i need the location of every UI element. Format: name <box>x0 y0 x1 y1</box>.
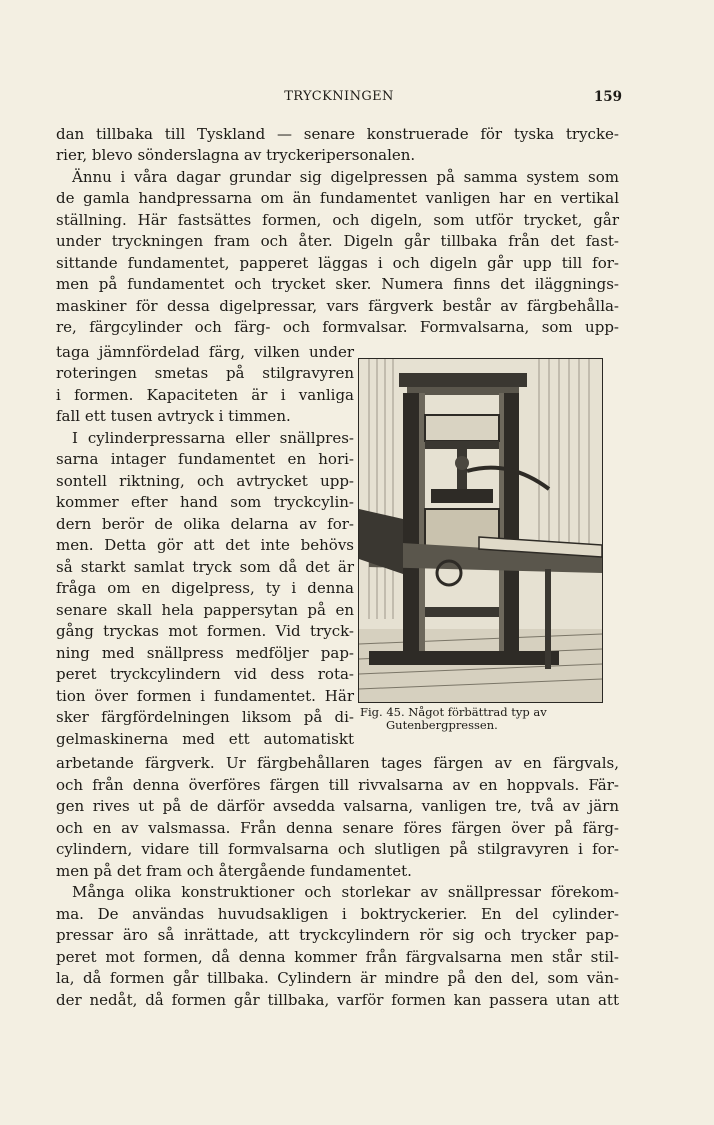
text-line: Många olika konstruktioner och storlekar av snällpressar förekom- <box>72 883 619 901</box>
figure-caption <box>360 706 622 732</box>
text-line: men på det fram och återgående fundamentet. <box>56 862 412 880</box>
text-line: sittande fundamentet, papperet läggas i och digeln går upp till for- <box>56 254 619 272</box>
text-line: pressar äro så inrättade, att tryckcylindern rör sig och trycker pap- <box>56 926 619 944</box>
text-line: ma. De användas huvudsakligen i boktryckerier. En del cylinder- <box>56 905 619 923</box>
text-line: men. Detta gör att det inte behövs <box>56 536 354 554</box>
printing-press-image <box>359 359 602 702</box>
text-line: och från denna överföres färgen till rivvalsarna av en hoppvals. Fär- <box>56 776 619 794</box>
text-line: kommer efter hand som tryckcylin- <box>56 493 354 511</box>
text-line: och en av valsmassa. Från denna senare föres färgen över på färg- <box>56 819 619 837</box>
text-line: de gamla handpressarna om än fundamentet vanligen har en vertikal <box>56 189 619 207</box>
text-line: peret mot formen, då denna kommer från färgvalsarna men står stil- <box>56 948 619 966</box>
text-line: sarna intager fundamentet en hori- <box>56 450 354 468</box>
text-line: sontell riktning, och avtrycket upp- <box>56 472 354 490</box>
text-line: I cylinderpressarna eller snällpres- <box>72 429 354 447</box>
text-line: i formen. Kapaciteten är i vanliga <box>56 386 354 404</box>
text-line: så starkt samlat tryck som då det är <box>56 558 354 576</box>
caption-line: Fig. 45. Något förbättrad typ av <box>360 705 547 719</box>
text-line: maskiner för dessa digelpressar, vars färgverk består av färgbehålla- <box>56 297 619 315</box>
text-line: fall ett tusen avtryck i timmen. <box>56 407 291 425</box>
text-line: fråga om en digelpress, ty i denna <box>56 579 354 597</box>
text-line: re, färgcylinder och färg- och formvalsar. Formvalsarna, som upp- <box>56 318 619 336</box>
text-line: gelmaskinerna med ett automatiskt <box>56 730 354 748</box>
text-line: men på fundamentet och trycket sker. Numera finns det iläggnings- <box>56 275 619 293</box>
text-line: rier, blevo sönderslagna av tryckeripersonalen. <box>56 146 416 164</box>
text-line: arbetande färgverk. Ur färgbehållaren tages färgen av en färgvals, <box>56 754 619 772</box>
text-line: ställning. Här fastsättes formen, och digeln, som utför trycket, går <box>56 211 619 229</box>
text-line: roteringen smetas på stilgravyren <box>56 364 354 382</box>
text-line: sker färgfördelningen liksom på di- <box>56 708 354 726</box>
running-title: TRYCKNINGEN <box>284 89 394 104</box>
text-line: la, då formen går tillbaka. Cylindern är mindre på den del, som vän- <box>56 969 619 987</box>
text-line: taga jämnfördelad färg, vilken under <box>56 343 354 361</box>
text-line: gen rives ut på de därför avsedda valsarna, vanligen tre, två av järn <box>56 797 619 815</box>
text-line: der nedåt, då formen går tillbaka, varför formen kan passera utan att <box>56 991 619 1009</box>
text-line: ning med snällpress medföljer pap- <box>56 644 354 662</box>
caption-line: Gutenbergpressen. <box>386 718 498 732</box>
text-line: Ännu i våra dagar grundar sig digelpressen på samma system som <box>72 168 619 186</box>
text-line: tion över formen i fundamentet. Här <box>56 687 354 705</box>
text-line: senare skall hela pappersytan på en <box>56 601 354 619</box>
page-number: 159 <box>593 89 622 105</box>
text-line: dern berör de olika delarna av for- <box>56 515 354 533</box>
text-line: under tryckningen fram och åter. Digeln går tillbaka från det fast- <box>56 232 619 250</box>
text-line: cylindern, vidare till formvalsarna och slutligen på stilgravyren i for- <box>56 840 619 858</box>
text-line: peret tryckcylindern vid dess rota- <box>56 665 354 683</box>
running-head <box>56 89 622 111</box>
text-line: gång tryckas mot formen. Vid tryck- <box>56 622 354 640</box>
text-line: dan tillbaka till Tyskland — senare konstruerade för tyska trycke- <box>56 125 619 143</box>
press-illustration <box>358 358 603 703</box>
